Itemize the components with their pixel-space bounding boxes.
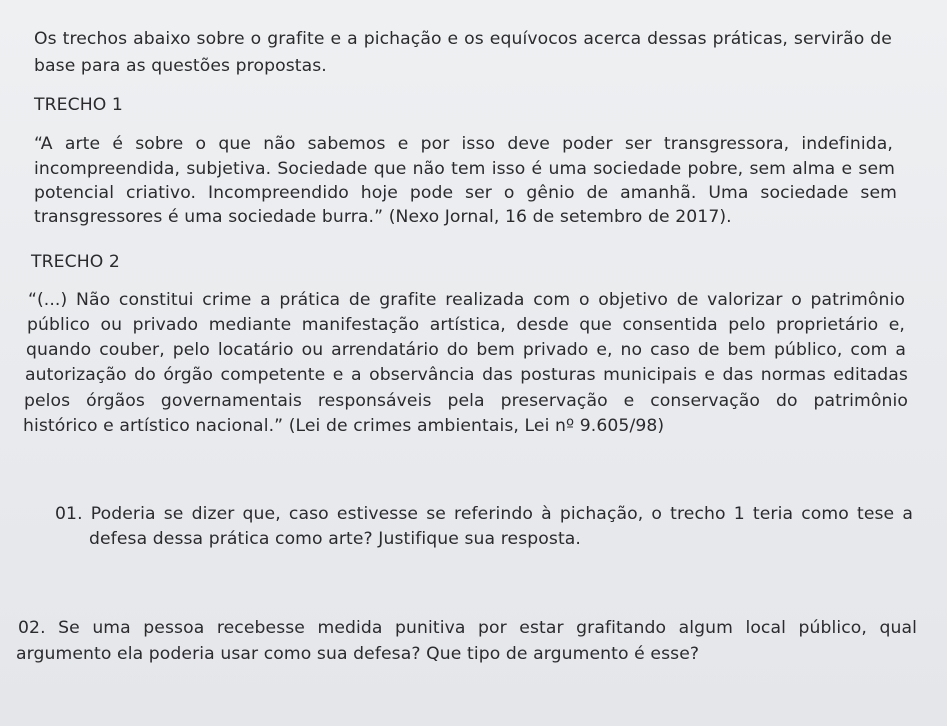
trecho-1-line: incompreendida, subjetiva. Sociedade que não tem isso é uma sociedade pobre, sem alma e sem — [34, 159, 895, 179]
trecho-2-line: público ou privado mediante manifestação artística, desde que consentida pelo proprietário e, — [27, 315, 905, 335]
trecho-2-line: quando couber, pelo locatário ou arrendatário do bem privado e, no caso de bem público, com a — [26, 340, 906, 360]
trecho-2-heading: TRECHO 2 — [31, 252, 120, 272]
trecho-1-heading: TRECHO 1 — [34, 95, 123, 115]
trecho-1-line: potencial criativo. Incompreendido hoje pode ser o gênio de amanhã. Uma sociedade sem — [34, 183, 897, 203]
question-1-line: 01. Poderia se dizer que, caso estivesse se referindo à pichação, o trecho 1 teria como tese a — [55, 504, 913, 524]
intro-line: Os trechos abaixo sobre o grafite e a pichação e os equívocos acerca dessas práticas, servirão de — [34, 29, 892, 49]
trecho-2-line: histórico e artístico nacional.” (Lei de crimes ambientais, Lei nº 9.605/98) — [23, 416, 665, 436]
question-2-line: 02. Se uma pessoa recebesse medida punitiva por estar grafitando algum local público, qual — [18, 618, 917, 638]
trecho-2-line: “(...) Não constitui crime a prática de grafite realizada com o objetivo de valorizar o patrimônio — [28, 290, 905, 310]
trecho-2-line: autorização do órgão competente e a observância das posturas municipais e das normas editadas — [25, 365, 908, 385]
trecho-2-line: pelos órgãos governamentais responsáveis pela preservação e conservação do patrimônio — [24, 391, 908, 411]
question-2-line: argumento ela poderia usar como sua defesa? Que tipo de argumento é esse? — [16, 644, 700, 664]
intro-line: base para as questões propostas. — [34, 56, 327, 76]
trecho-1-line: “A arte é sobre o que não sabemos e por isso deve poder ser transgressora, indefinida, — [34, 134, 893, 154]
question-1-line: defesa dessa prática como arte? Justifique sua resposta. — [89, 529, 581, 549]
trecho-1-line: transgressores é uma sociedade burra.” (Nexo Jornal, 16 de setembro de 2017). — [34, 207, 732, 227]
